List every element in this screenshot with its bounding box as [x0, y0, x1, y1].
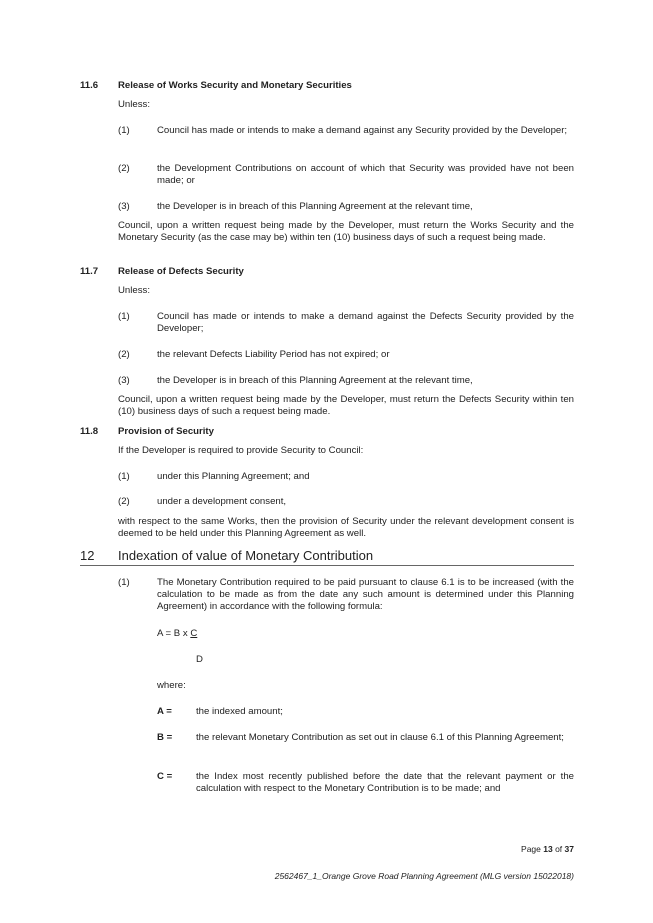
list-item-number: (3) [118, 201, 130, 212]
page-current: 13 [543, 844, 553, 854]
section-closing: Council, upon a written request being made by the Developer, must return the Defects Security within ten (10) business days of such a request being made. [118, 394, 574, 417]
section-heading: Release of Works Security and Monetary Securities [118, 80, 352, 91]
list-item-number: (1) [118, 125, 130, 136]
page-number [521, 843, 574, 855]
list-item-text: under this Planning Agreement; and [157, 471, 310, 482]
formula-left: A = B x [157, 628, 191, 639]
formula-numerator: C [190, 628, 198, 639]
list-item-text: the Developer is in breach of this Planning Agreement at the relevant time, [157, 201, 473, 212]
list-item-number: (1) [118, 471, 130, 482]
formula-denominator: D [196, 654, 203, 665]
list-item-text: under a development consent, [157, 496, 287, 507]
section-heading: Provision of Security [118, 426, 214, 437]
section-heading: Indexation of value of Monetary Contribution [118, 548, 374, 563]
section-number: 11.8 [80, 426, 99, 437]
section-closing: Council, upon a written request being made by the Developer, must return the Works Security and the Monetary Security (as the case may be) within ten (10) business days of such a request being made. [118, 220, 574, 243]
section-number: 12 [80, 548, 95, 563]
list-item-text: the Development Contributions on account of which that Security was provided have not been made; or [157, 163, 574, 186]
list-item-number: (2) [118, 496, 130, 507]
definition-letter: A = [157, 706, 172, 717]
document-reference: 2562467_1_Orange Grove Road Planning Agreement (MLG version 15022018) [274, 871, 574, 881]
formula [157, 628, 197, 640]
list-item-text: the Developer is in breach of this Planning Agreement at the relevant time, [157, 375, 473, 386]
list-item-number: (2) [118, 349, 130, 360]
page-total: 37 [564, 844, 574, 854]
section-closing: with respect to the same Works, then the provision of Security under the relevant development consent is deemed to be held under this Planning Agreement as well. [118, 516, 574, 539]
definition-text: the Index most recently published before the date that the relevant payment or the calculation with respect to the Monetary Contribution is to be made; and [196, 771, 574, 794]
page-prefix: Page [521, 844, 544, 854]
list-item-text: Council has made or intends to make a demand against the Defects Security provided by the Developer; [157, 311, 574, 334]
section-heading: Release of Defects Security [118, 266, 244, 277]
page-of: of [552, 844, 565, 854]
list-item-text: Council has made or intends to make a demand against any Security provided by the Developer; [157, 125, 568, 136]
list-item-number: (1) [118, 577, 130, 588]
definition-letter: B = [157, 732, 173, 743]
section-intro: Unless: [118, 285, 150, 296]
where-label: where: [157, 680, 186, 691]
list-item-text: The Monetary Contribution required to be paid pursuant to clause 6.1 is to be increased (with the calculation to be made as from the date any such amount is determined under this Planning Agreement) in accordance with the following formula: [157, 577, 574, 612]
section-number: 11.6 [80, 80, 99, 91]
list-item-number: (3) [118, 375, 130, 386]
section-intro: Unless: [118, 99, 150, 110]
definition-text: the indexed amount; [196, 706, 283, 717]
definition-letter: C = [157, 771, 173, 782]
heading-rule [80, 565, 574, 566]
list-item-number: (1) [118, 311, 130, 322]
section-intro: If the Developer is required to provide Security to Council: [118, 445, 364, 456]
definition-text: the relevant Monetary Contribution as set out in clause 6.1 of this Planning Agreement; [196, 732, 564, 743]
section-number: 11.7 [80, 266, 99, 277]
list-item-text: the relevant Defects Liability Period has not expired; or [157, 349, 390, 360]
list-item-number: (2) [118, 163, 130, 174]
